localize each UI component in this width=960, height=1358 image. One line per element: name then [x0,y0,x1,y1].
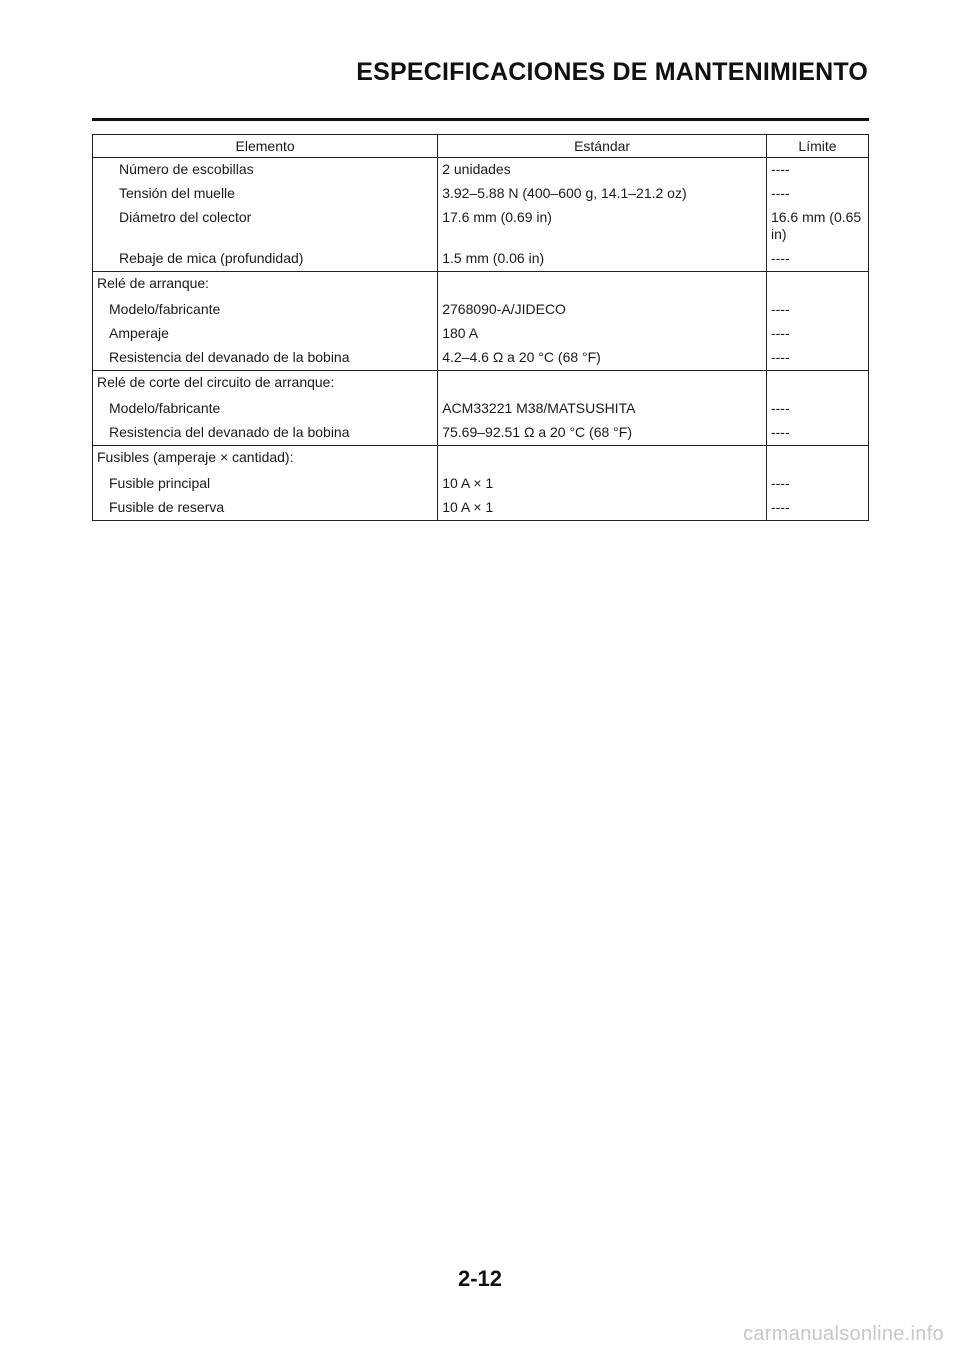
standard-cell: 10 A × 1 [438,496,767,521]
standard-cell: 2 unidades [438,158,767,183]
limit-cell: ---- [770,250,790,266]
table-group-header [93,272,869,299]
limit-cell: ---- [770,301,790,317]
item-cell: Fusible de reserva [93,496,438,521]
item-cell: Fusible principal [93,472,438,496]
table-row [93,496,869,521]
item-cell: Amperaje [93,322,438,346]
limit-cell [766,371,868,398]
limit-cell: ---- [770,400,790,416]
standard-cell: 75.69–92.51 Ω a 20 °C (68 °F) [438,421,767,446]
standard-cell [438,446,767,473]
standard-cell: 10 A × 1 [438,472,767,496]
item-cell: Resistencia del devanado de la bobina [93,421,438,446]
item-cell: Diámetro del colector [93,206,438,247]
standard-cell: 4.2–4.6 Ω a 20 °C (68 °F) [438,346,767,371]
column-header-elemento: Elemento [93,135,438,158]
group-label: Relé de arranque: [93,272,438,299]
table-row [93,158,869,183]
item-cell: Modelo/fabricante [93,397,438,421]
limit-cell: ---- [770,424,790,440]
table-row [93,322,869,346]
item-cell: Resistencia del devanado de la bobina [93,346,438,371]
item-cell: Rebaje de mica (profundidad) [93,247,438,272]
table-header-row [93,135,869,158]
limit-cell: ---- [770,499,790,515]
limit-cell: 16.6 mm (0.65 in) [770,209,862,242]
table-group-header [93,371,869,398]
limit-cell: ---- [770,349,790,365]
table-row [93,298,869,322]
standard-cell [438,272,767,299]
table-row [93,206,869,247]
limit-cell: ---- [770,475,790,491]
table-row [93,182,869,206]
column-header-limite: Límite [766,135,868,158]
group-label: Fusibles (amperaje × cantidad): [93,446,438,473]
item-cell: Tensión del muelle [93,182,438,206]
limit-cell: ---- [770,185,790,201]
standard-cell: 3.92–5.88 N (400–600 g, 14.1–21.2 oz) [438,182,767,206]
table-row [93,472,869,496]
standard-cell: ACM33221 M38/MATSUSHITA [438,397,767,421]
table-row [93,397,869,421]
limit-cell: ---- [770,325,790,341]
limit-cell: ---- [770,161,790,177]
group-label: Relé de corte del circuito de arranque: [93,371,438,398]
table-group-header [93,446,869,473]
standard-cell: 2768090-A/JIDECO [438,298,767,322]
spec-table [92,134,869,521]
limit-cell [766,272,868,299]
title-rule [92,118,869,121]
item-cell: Modelo/fabricante [93,298,438,322]
limit-cell [766,446,868,473]
column-header-estandar: Estándar [438,135,767,158]
page-title: ESPECIFICACIONES DE MANTENIMIENTO [356,58,868,86]
table-row [93,421,869,446]
table-row [93,346,869,371]
standard-cell [438,371,767,398]
item-cell: Número de escobillas [93,158,438,183]
page-number: 2-12 [457,1266,503,1291]
standard-cell: 1.5 mm (0.06 in) [438,247,767,272]
watermark: carmanualsonline.info [743,1323,944,1345]
table-row [93,247,869,272]
standard-cell: 180 A [438,322,767,346]
standard-cell: 17.6 mm (0.69 in) [438,206,767,247]
